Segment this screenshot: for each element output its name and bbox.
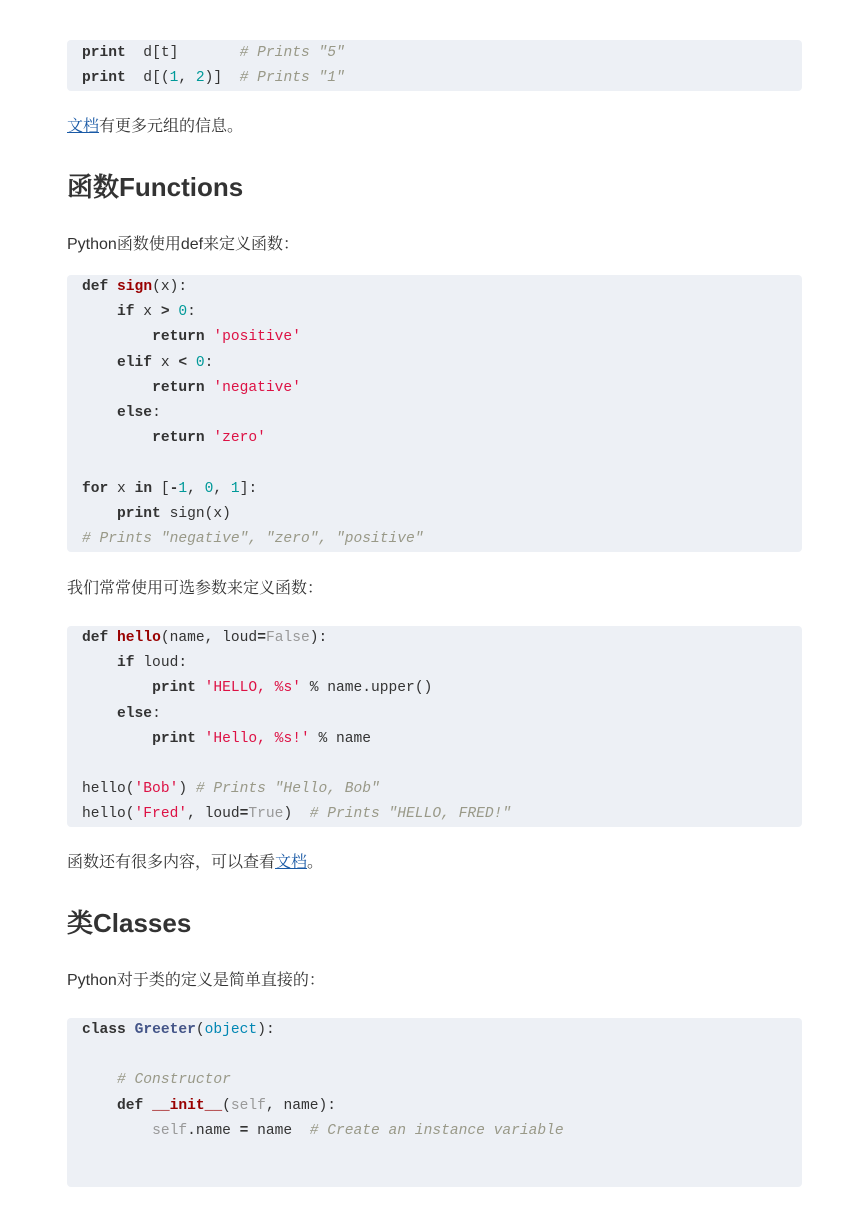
- code-token: name: [248, 1122, 310, 1139]
- code-line: [82, 802, 802, 827]
- code-token: [82, 355, 117, 371]
- code-token: [82, 304, 117, 320]
- paragraph-text: 函数还有很多内容，可以查看: [67, 854, 276, 871]
- code-token: [: [152, 480, 170, 497]
- code-line: [82, 727, 802, 752]
- paragraph-tuple-docs: [67, 116, 243, 138]
- code-line: [82, 651, 802, 676]
- code-token: 'zero': [213, 430, 266, 447]
- code-token: ): [283, 806, 310, 823]
- code-token: x: [152, 354, 179, 371]
- code-token: [82, 329, 152, 345]
- code-token: # Prints "1": [239, 70, 345, 87]
- code-token: 1: [178, 480, 188, 497]
- code-token: (x):: [152, 279, 188, 295]
- code-token: ,: [178, 70, 196, 87]
- code-line: [82, 502, 802, 527]
- code-token: print: [152, 680, 196, 697]
- code-line: [82, 1068, 802, 1093]
- code-token: =: [239, 806, 249, 823]
- code-token: class: [82, 1022, 126, 1038]
- code-token: # Prints "negative", "zero", "positive": [82, 530, 424, 547]
- code-token: ):: [257, 1022, 275, 1038]
- code-token: 'Fred': [134, 806, 188, 823]
- code-line: [82, 477, 802, 502]
- code-token: 'HELLO, %s': [204, 680, 301, 697]
- code-line: [82, 351, 802, 376]
- code-token: [143, 1098, 152, 1114]
- code-token: % name: [309, 730, 372, 747]
- code-line: [82, 1119, 802, 1144]
- code-token: (: [195, 1022, 205, 1038]
- code-token: [187, 355, 196, 371]
- code-token: 1: [230, 480, 240, 497]
- code-token: print: [117, 505, 161, 522]
- code-line: [82, 376, 802, 401]
- code-token: :: [187, 304, 196, 321]
- code-token: def: [82, 630, 109, 646]
- code-token: if: [117, 304, 135, 321]
- code-token: % name.upper(): [300, 680, 433, 697]
- code-token: return: [152, 430, 205, 447]
- code-token: print: [152, 730, 196, 747]
- code-token: , name):: [265, 1097, 336, 1114]
- code-token: x: [134, 304, 161, 321]
- code-line: [82, 41, 802, 66]
- code-token: True: [248, 806, 284, 823]
- code-token: False: [265, 630, 310, 646]
- paragraph-functions-more: [67, 852, 323, 874]
- code-token: sign: [117, 279, 153, 295]
- code-token: [82, 405, 117, 421]
- code-token: self: [152, 1122, 188, 1139]
- heading-classes: 类Classes: [67, 908, 192, 938]
- code-block-class: [67, 1018, 802, 1187]
- code-token: =: [239, 1122, 249, 1139]
- code-line: [82, 66, 802, 91]
- code-token: # Prints "5": [239, 45, 345, 61]
- code-token: Greeter: [134, 1022, 196, 1038]
- code-block-hello: [67, 626, 802, 827]
- code-token: [82, 1072, 117, 1088]
- code-token: [108, 630, 117, 646]
- code-token: [126, 1022, 135, 1038]
- code-token: def: [117, 1097, 144, 1114]
- code-token: for: [82, 480, 109, 497]
- code-line: [82, 401, 802, 426]
- code-token: x: [108, 480, 135, 497]
- code-token: elif: [117, 354, 153, 371]
- code-line: [82, 626, 802, 651]
- code-token: :: [204, 354, 214, 371]
- code-token: ): [178, 781, 196, 798]
- code-token: ]:: [239, 480, 258, 497]
- code-token: print: [82, 70, 126, 87]
- code-token: (: [222, 1097, 231, 1114]
- docs-link[interactable]: 文档: [67, 118, 100, 135]
- code-token: )]: [204, 70, 240, 87]
- code-token: 0: [195, 354, 205, 371]
- code-token: return: [152, 329, 205, 346]
- code-token: [108, 279, 117, 295]
- paragraph-optional-args: 我们常常使用可选参数来定义函数：: [67, 580, 324, 597]
- code-token: if: [117, 655, 135, 672]
- code-token: -: [169, 480, 179, 497]
- code-token: ,: [213, 480, 231, 497]
- code-token: 0: [204, 480, 214, 497]
- code-token: [82, 380, 152, 396]
- code-line: [82, 300, 802, 325]
- code-token: 'positive': [213, 329, 301, 346]
- code-token: object: [204, 1022, 258, 1038]
- paragraph-functions-intro: Python函数使用def来定义函数：: [67, 236, 300, 253]
- code-token: :: [152, 404, 161, 421]
- code-token: hello(: [82, 781, 135, 798]
- code-token: # Create an instance variable: [309, 1122, 564, 1139]
- code-line: [82, 451, 802, 476]
- code-token: in: [134, 480, 153, 497]
- code-token: else: [117, 404, 153, 421]
- code-token: loud:: [134, 655, 188, 672]
- code-token: [82, 1098, 117, 1114]
- code-token: return: [152, 379, 205, 396]
- code-token: def: [82, 279, 109, 295]
- code-token: .name: [187, 1122, 240, 1139]
- code-line: [82, 777, 802, 802]
- code-token: 0: [178, 304, 188, 321]
- code-line: [82, 1094, 802, 1119]
- paragraph-text: 有更多元组的信息。: [99, 118, 244, 135]
- code-token: [82, 1123, 152, 1139]
- code-line: [82, 426, 802, 451]
- code-line: [82, 527, 802, 552]
- code-line: [82, 702, 802, 727]
- code-token: 2: [195, 70, 205, 87]
- code-token: 'negative': [213, 379, 301, 396]
- code-block-sign: [67, 275, 802, 552]
- code-token: self: [230, 1097, 266, 1114]
- code-line: [82, 676, 802, 701]
- code-token: print: [82, 45, 126, 61]
- code-token: d[(: [125, 70, 170, 87]
- code-token: [196, 731, 205, 747]
- code-line: [82, 1018, 802, 1043]
- code-token: 'Hello, %s!': [204, 730, 310, 747]
- code-token: [82, 731, 152, 747]
- code-block-tuple-index: [67, 40, 802, 91]
- code-line: [82, 1043, 802, 1068]
- code-token: hello(: [82, 806, 135, 823]
- code-token: >: [160, 304, 170, 321]
- code-token: :: [152, 705, 161, 722]
- code-token: [82, 706, 117, 722]
- paragraph-end: 。: [307, 854, 324, 871]
- code-token: =: [257, 630, 266, 646]
- code-token: , loud: [187, 806, 240, 823]
- code-token: <: [178, 354, 188, 371]
- code-token: [82, 506, 117, 522]
- code-token: [82, 680, 152, 696]
- code-token: hello: [117, 630, 161, 646]
- code-token: # Prints "Hello, Bob": [195, 781, 380, 798]
- code-line: [82, 275, 802, 300]
- code-token: d[t]: [125, 45, 240, 61]
- paragraph-classes-intro: Python对于类的定义是简单直接的：: [67, 972, 325, 989]
- code-token: [82, 430, 152, 446]
- heading-functions: 函数Functions: [67, 172, 244, 202]
- code-token: # Constructor: [117, 1072, 231, 1089]
- docs-link[interactable]: 文档: [275, 854, 308, 871]
- code-token: ):: [309, 630, 328, 646]
- code-token: sign(x): [160, 505, 231, 522]
- code-line: [82, 752, 802, 777]
- code-token: # Prints "HELLO, FRED!": [309, 806, 512, 823]
- code-token: else: [117, 705, 153, 722]
- code-line: [82, 325, 802, 350]
- code-token: ,: [187, 480, 205, 497]
- code-token: [196, 680, 205, 696]
- code-token: 1: [169, 70, 179, 87]
- code-token: [82, 655, 117, 671]
- code-token: 'Bob': [134, 781, 179, 798]
- code-token: __init__: [152, 1097, 223, 1114]
- code-token: (name, loud: [160, 630, 258, 646]
